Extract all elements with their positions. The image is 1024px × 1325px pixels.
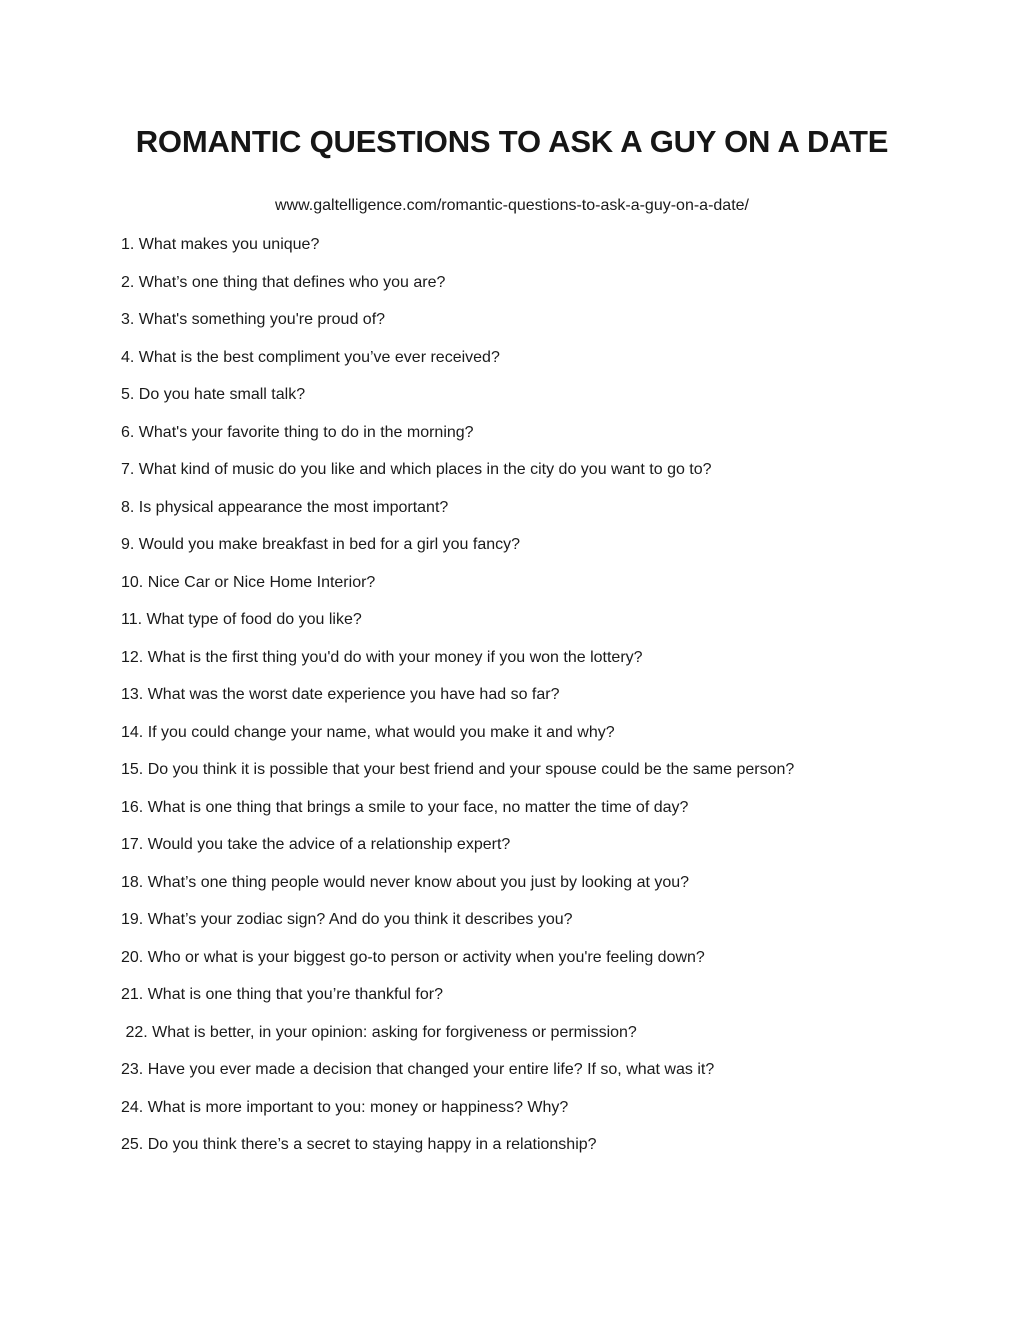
list-item: 23. Have you ever made a decision that changed your entire life? If so, what was it?	[121, 1061, 715, 1078]
list-item: 14. If you could change your name, what would you make it and why?	[121, 723, 615, 741]
question-list	[121, 234, 794, 1172]
list-item: 1. What makes you unique?	[121, 236, 320, 253]
list-item: 24. What is more important to you: money or happiness? Why?	[121, 1098, 569, 1116]
list-item: 17. Would you take the advice of a relationship expert?	[121, 836, 511, 853]
list-item: 22. What is better, in your opinion: asking for forgiveness or permission?	[121, 1023, 637, 1041]
list-item: 25. Do you think there’s a secret to staying happy in a relationship?	[121, 1136, 597, 1153]
list-item: 13. What was the worst date experience you have had so far?	[121, 686, 560, 703]
list-item: 10. Nice Car or Nice Home Interior?	[121, 573, 376, 591]
list-item: 11. What type of food do you like?	[121, 611, 362, 628]
list-item: 9. Would you make breakfast in bed for a girl you fancy?	[121, 536, 521, 553]
list-item: 3. What's something you're proud of?	[121, 311, 386, 328]
source-url: www.galtelligence.com/romantic-questions-to-ask-a-guy-on-a-date/	[275, 197, 749, 214]
list-item: 2. What’s one thing that defines who you are?	[121, 273, 446, 291]
list-item: 12. What is the first thing you'd do with your money if you won the lottery?	[121, 648, 643, 666]
list-item: 20. Who or what is your biggest go-to person or activity when you're feeling down?	[121, 948, 705, 966]
list-item: 18. What’s one thing people would never know about you just by looking at you?	[121, 873, 690, 891]
list-item: 7. What kind of music do you like and which places in the city do you want to go to?	[121, 461, 712, 478]
list-item: 19. What’s your zodiac sign? And do you think it describes you?	[121, 911, 573, 928]
list-item: 21. What is one thing that you’re thankful for?	[121, 986, 443, 1003]
list-item: 4. What is the best compliment you’ve ever received?	[121, 348, 500, 366]
page-title: ROMANTIC QUESTIONS TO ASK A GUY ON A DATE	[135, 124, 889, 159]
list-item: 6. What's your favorite thing to do in the morning?	[121, 423, 474, 441]
list-item: 5. Do you hate small talk?	[121, 386, 306, 403]
list-item: 8. Is physical appearance the most important?	[121, 498, 449, 516]
list-item: 15. Do you think it is possible that your best friend and your spouse could be the same person?	[121, 761, 795, 778]
list-item: 16. What is one thing that brings a smile to your face, no matter the time of day?	[121, 798, 689, 816]
